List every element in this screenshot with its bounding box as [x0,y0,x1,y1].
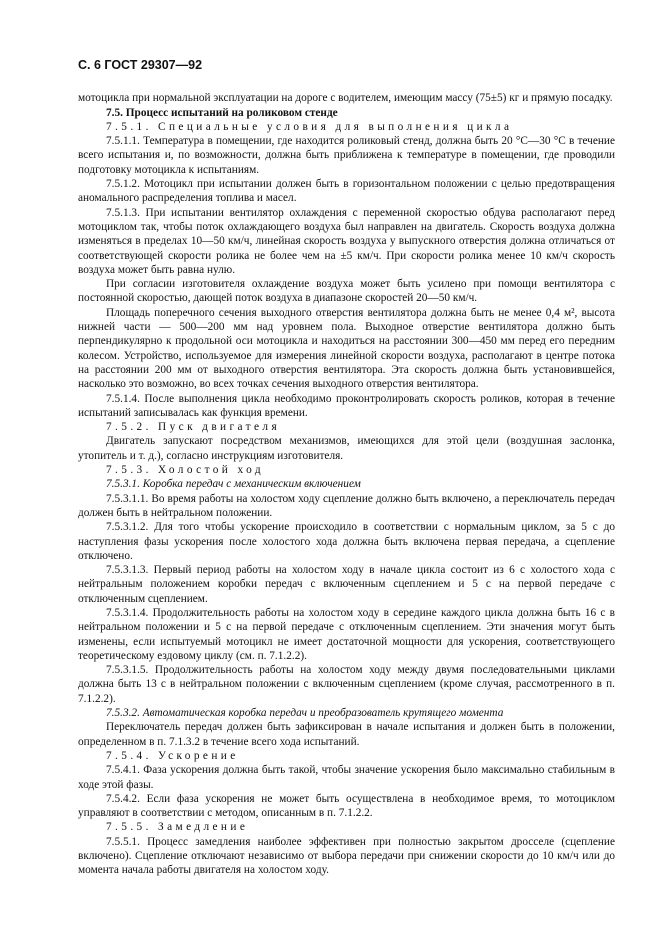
paragraph: 7.5.2. Пуск двигателя [106,421,281,434]
paragraph: 7.5. Процесс испытаний на роликовом стенде [106,106,338,119]
paragraph: Двигатель запускают посредством механизмов, имеющихся для этой цели (воздушная заслонка, утопитель и т. д.), согласно инструкциям изготовителя. [78,435,615,462]
paragraph: 7.5.1.4. После выполнения цикла необходимо проконтролировать скорость роликов, которая в течение испытаний записывалась как функция времени. [78,392,615,419]
paragraph: 7.5.3.1.2. Для того чтобы ускорение происходило в соответствии с нормальным циклом, за 5 с до наступления фазы ускорения после холостого хода должна быть включена первая передача, а сцепление отключено. [78,521,615,562]
paragraph: 7.5.4.2. Если фаза ускорения не может быть осуществлена в необходимое время, то мотоциклом управляют в соответствии с методом, описанным в п. 7.1.2.2. [78,792,615,820]
paragraph: 7.5.1.2. Мотоцикл при испытании должен быть в горизонтальном положении с целью предотвращения аномального распределения топлива и масел. [78,178,615,205]
paragraph: 7.5.1.3. При испытании вентилятор охлаждения с переменной скоростью обдува располагают перед мотоциклом так, чтобы поток охлаждающего воздуха был направлен на двигатель. Скорость воздуха должна изменяться в пределах 10—50 км/ч, линейная скорость воздуха у выпускного отверстия должна отличаться от соответствующей скорости ролика не более чем на ±5 км/ч. При скорости ролика менее 10 км/ч скорость воздуха может быть равна нулю. [78,206,615,276]
paragraph: 7.5.5. Замедление [106,821,249,834]
document-body [78,91,615,877]
paragraph: 7.5.4. Ускорение [106,749,239,762]
paragraph: 7.5.3.1.3. Первый период работы на холостом ходу в начале цикла состоит из 6 с холостого хода с нейтральным положением коробки передач с включенным сцеплением и 5 с на первой передаче с отключенным сцеплением. [78,564,615,605]
paragraph: Переключатель передач должен быть зафиксирован в начале испытания и должен быть в положении, определенном в п. 7.1.3.2 в течение всего хода испытаний. [78,721,615,748]
paragraph: 7.5.5.1. Процесс замедления наиболее эффективен при полностью закрытом дросселе (сцепление включено). Сцепление отключают независимо от выбора передачи при снижении скорости до 10 км/ч или до момента начала работы двигателя на холостом ходу. [78,835,615,877]
paragraph: 7.5.3.1. Коробка передач с механическим включением [106,478,361,491]
paragraph: 7.5.4.1. Фаза ускорения должна быть такой, чтобы значение ускорения было максимально стабильным в ходе этой фазы. [78,764,615,791]
paragraph: При согласии изготовителя охлаждение воздуха может быть усилено при помощи вентилятора с постоянной скоростью, дающей поток воздуха в диапазоне скоростей 20—50 км/ч. [78,278,615,305]
paragraph: 7.5.1. Специальные условия для выполнения цикла [106,120,513,133]
paragraph: 7.5.1.1. Температура в помещении, где находится роликовый стенд, должна быть 20 °С—30 °С в течение всего испытания и, по возможности, должна быть приближена к температуре в помещении, где проводили подготовку мотоцикла к испытаниям. [78,135,615,176]
page-header: С. 6 ГОСТ 29307—92 [78,58,203,72]
paragraph: 7.5.3.2. Автоматическая коробка передач и преобразователь крутящего момента [106,707,504,720]
paragraph: мотоцикла при нормальной эксплуатации на дороге с водителем, имеющим массу (75±5) кг и прямую посадку. [78,92,613,105]
paragraph: 7.5.3. Холостой ход [106,464,264,477]
paragraph: 7.5.3.1.5. Продолжительность работы на холостом ходу между двумя последовательными циклами должна быть 13 с в нейтральном положении с включенным сцеплением (кроме случая, рассмотренного в п. 7.1.2.2). [78,664,615,705]
paragraph: Площадь поперечного сечения выходного отверстия вентилятора должна быть не менее 0,4 м², высота нижней части — 500—200 мм над уровнем пола. Выходное отверстие вентилятора должно быть перпендикулярно к продольной оси мотоцикла и находиться на расстоянии 300—450 мм перед его передним колесом. Устройство, используемое для измерения линейной скорости воздуха, располагают в центре потока на расстоянии 200 мм от выходного отверстия вентилятора. Эта скорость должна быть установившейся, насколько это возможно, во всех точках сечения выходного отверстия вентилятора. [78,306,615,391]
paragraph: 7.5.3.1.4. Продолжительность работы на холостом ходу в середине каждого цикла должна быть 16 с в нейтральном положении и 5 с на первой передаче с отключенным сцеплением. Эти значения могут быть изменены, если испытуемый мотоцикл не имеет достаточной мощности для ускорения, соответствующего теоретическому ездовому циклу (см. п. 7.1.2.2). [78,606,615,662]
paragraph: 7.5.3.1.1. Во время работы на холостом ходу сцепление должно быть включено, а переключатель передач должен быть в нейтральном положении. [78,492,615,519]
